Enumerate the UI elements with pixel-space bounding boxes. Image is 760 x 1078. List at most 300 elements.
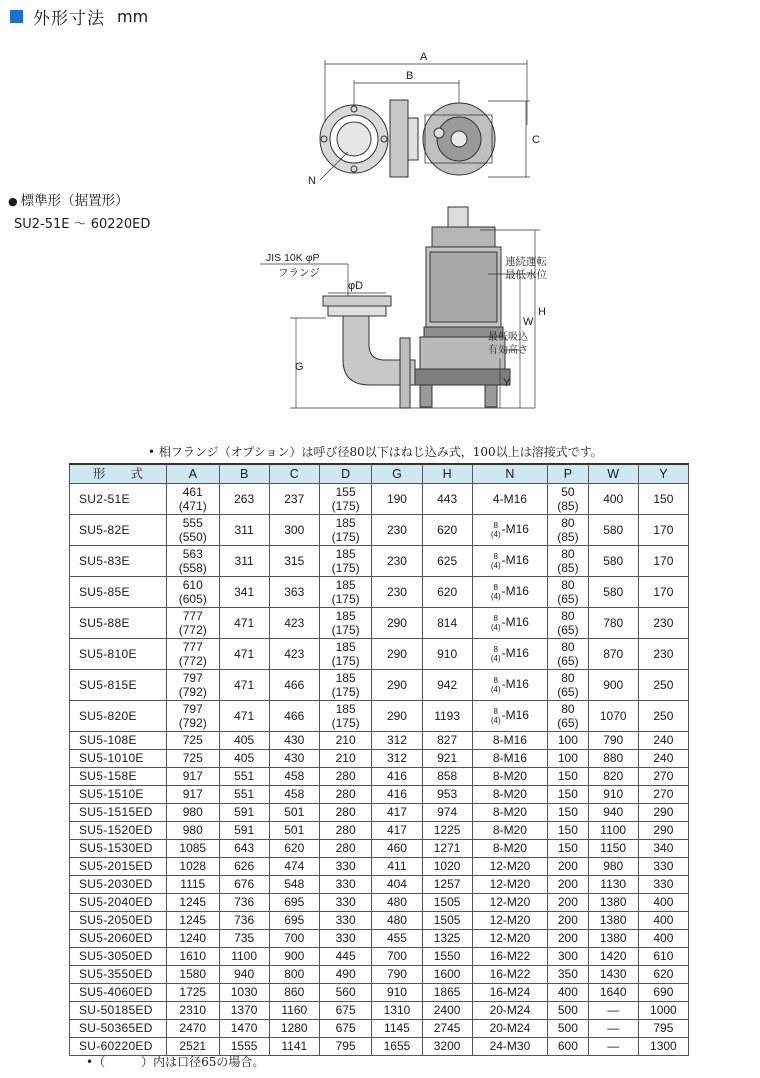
model-cell: SU5-2060ED xyxy=(70,930,167,948)
table-cell: 900 xyxy=(269,948,319,966)
table-cell: 312 xyxy=(372,732,422,750)
table-row xyxy=(70,546,689,577)
table-cell: 940 xyxy=(588,804,638,822)
table-cell: 405 xyxy=(219,750,269,768)
table-cell: 200 xyxy=(548,876,588,894)
table-cell: 466 xyxy=(269,701,319,732)
table-cell: 736 xyxy=(219,912,269,930)
table-cell: 777 (772) xyxy=(167,608,220,639)
table-cell: 2400 xyxy=(422,1002,472,1020)
table-cell: 501 xyxy=(269,804,319,822)
table-cell: 155 (175) xyxy=(319,484,372,515)
table-cell: 240 xyxy=(638,732,688,750)
table-cell: 12-M20 xyxy=(472,930,547,948)
table-row xyxy=(70,912,689,930)
table-row xyxy=(70,966,689,984)
table-cell: 1550 xyxy=(422,948,472,966)
flange-note: • 相フランジ（オプション）は呼び径80以下はねじ込み式，100以上は溶接式です。 xyxy=(148,445,603,459)
table-cell: 1100 xyxy=(219,948,269,966)
model-cell: SU2-51E xyxy=(70,484,167,515)
table-row xyxy=(70,858,689,876)
table-cell: 551 xyxy=(219,786,269,804)
table-cell: — xyxy=(588,1038,638,1056)
table-header-row xyxy=(70,464,689,484)
table-cell: 870 xyxy=(588,639,638,670)
table-cell: 430 xyxy=(269,732,319,750)
table-cell: 700 xyxy=(269,930,319,948)
table-cell: 974 xyxy=(422,804,472,822)
table-row xyxy=(70,840,689,858)
table-cell: 1470 xyxy=(219,1020,269,1038)
table-cell: 610 xyxy=(638,948,688,966)
table-cell: 8-M20 xyxy=(472,786,547,804)
flange-label-2: フランジ xyxy=(278,267,320,279)
column-header: A xyxy=(167,464,220,484)
table-cell: 1310 xyxy=(372,1002,422,1020)
column-header: G xyxy=(372,464,422,484)
table-cell: 185 (175) xyxy=(319,515,372,546)
table-cell: 8-M16 xyxy=(472,732,547,750)
table-cell: 150 xyxy=(548,822,588,840)
table-cell: 200 xyxy=(548,894,588,912)
column-header: D xyxy=(319,464,372,484)
table-cell: 263 xyxy=(219,484,269,515)
model-cell: SU5-3550ED xyxy=(70,966,167,984)
table-cell: 560 xyxy=(319,984,372,1002)
table-cell: 1655 xyxy=(372,1038,422,1056)
table-cell: 1271 xyxy=(422,840,472,858)
table-row xyxy=(70,1002,689,1020)
table-cell: 626 xyxy=(219,858,269,876)
model-range: SU2-51E ～ 60220ED xyxy=(14,217,151,232)
table-row xyxy=(70,948,689,966)
table-cell: 405 xyxy=(219,732,269,750)
table-cell: 16-M22 xyxy=(472,966,547,984)
table-cell: 3200 xyxy=(422,1038,472,1056)
table-cell: 280 xyxy=(319,804,372,822)
table-cell: 1028 xyxy=(167,858,220,876)
table-cell: 858 xyxy=(422,768,472,786)
table-row xyxy=(70,515,689,546)
dim-d-label: φD xyxy=(348,280,364,292)
table-cell: 675 xyxy=(319,1002,372,1020)
table-cell: 315 xyxy=(269,546,319,577)
table-cell: 170 xyxy=(638,577,688,608)
table-cell: 820 xyxy=(588,768,638,786)
model-cell: SU5-2050ED xyxy=(70,912,167,930)
table-cell: 917 xyxy=(167,768,220,786)
column-header: C xyxy=(269,464,319,484)
table-cell: 1280 xyxy=(269,1020,319,1038)
column-header: W xyxy=(588,464,638,484)
table-cell: 800 xyxy=(269,966,319,984)
table-cell: 917 xyxy=(167,786,220,804)
table-cell: 8-M20 xyxy=(472,804,547,822)
table-cell: 1640 xyxy=(588,984,638,1002)
table-cell: 980 xyxy=(588,858,638,876)
model-cell: SU5-3050ED xyxy=(70,948,167,966)
table-cell: 1225 xyxy=(422,822,472,840)
table-cell: 797 (792) xyxy=(167,701,220,732)
table-cell: 290 xyxy=(638,822,688,840)
table-cell: 790 xyxy=(372,966,422,984)
table-cell: 80 (65) xyxy=(548,670,588,701)
table-cell: 591 xyxy=(219,804,269,822)
subtitle xyxy=(8,192,129,211)
table-cell: 580 xyxy=(588,546,638,577)
table-cell: 2310 xyxy=(167,1002,220,1020)
model-cell: SU5-1515ED xyxy=(70,804,167,822)
table-cell: 12-M20 xyxy=(472,876,547,894)
table-cell: 1325 xyxy=(422,930,472,948)
table-cell: 100 xyxy=(548,732,588,750)
water-level-label-2: 最低水位 xyxy=(505,269,547,281)
water-level-label-1: 連続運転 xyxy=(505,256,547,268)
table-cell: 290 xyxy=(372,670,422,701)
table-cell: 330 xyxy=(638,876,688,894)
table-cell: 620 xyxy=(638,966,688,984)
table-cell: 8 (4) -M16 xyxy=(472,670,547,701)
table-cell: 80 (85) xyxy=(548,515,588,546)
table-cell: 790 xyxy=(588,732,638,750)
table-cell: 555 (550) xyxy=(167,515,220,546)
table-row xyxy=(70,732,689,750)
table-cell: 270 xyxy=(638,786,688,804)
table-cell: 500 xyxy=(548,1002,588,1020)
table-cell: 330 xyxy=(638,858,688,876)
table-cell: 250 xyxy=(638,701,688,732)
table-cell: 8 (4) -M16 xyxy=(472,546,547,577)
table-cell: 230 xyxy=(372,515,422,546)
table-cell: 1245 xyxy=(167,894,220,912)
table-cell: 1865 xyxy=(422,984,472,1002)
table-cell: 610 (605) xyxy=(167,577,220,608)
table-cell: 700 xyxy=(372,948,422,966)
table-cell: 416 xyxy=(372,768,422,786)
table-row xyxy=(70,670,689,701)
table-cell: 8-M20 xyxy=(472,840,547,858)
model-cell: SU5-1010E xyxy=(70,750,167,768)
table-cell: 1380 xyxy=(588,930,638,948)
table-cell: 230 xyxy=(372,577,422,608)
table-row xyxy=(70,701,689,732)
table-cell: 12-M20 xyxy=(472,894,547,912)
model-cell: SU5-2040ED xyxy=(70,894,167,912)
table-cell: 1115 xyxy=(167,876,220,894)
column-header: 形 式 xyxy=(70,464,167,484)
table-cell: 80 (65) xyxy=(548,639,588,670)
table-cell: 2521 xyxy=(167,1038,220,1056)
suction-label-2: 有効高さ xyxy=(488,345,528,356)
table-cell: 1600 xyxy=(422,966,472,984)
table-cell: 625 xyxy=(422,546,472,577)
table-cell: 8 (4) -M16 xyxy=(472,701,547,732)
table-cell: 150 xyxy=(548,840,588,858)
table-row xyxy=(70,894,689,912)
table-cell: 643 xyxy=(219,840,269,858)
table-cell: 620 xyxy=(422,515,472,546)
table-cell: 150 xyxy=(548,768,588,786)
table-cell: 500 xyxy=(548,1020,588,1038)
table-cell: 725 xyxy=(167,750,220,768)
table-cell: 880 xyxy=(588,750,638,768)
table-cell: 340 xyxy=(638,840,688,858)
table-cell: 8 (4) -M16 xyxy=(472,608,547,639)
table-cell: 417 xyxy=(372,822,422,840)
table-row xyxy=(70,750,689,768)
column-header: H xyxy=(422,464,472,484)
table-cell: 280 xyxy=(319,840,372,858)
table-cell: 1430 xyxy=(588,966,638,984)
table-cell: 150 xyxy=(548,804,588,822)
section-unit: mm xyxy=(117,6,149,26)
table-cell: 1257 xyxy=(422,876,472,894)
table-cell: 501 xyxy=(269,822,319,840)
table-cell: 404 xyxy=(372,876,422,894)
table-cell: 230 xyxy=(372,546,422,577)
suction-label-1: 最低吸込 xyxy=(488,332,528,343)
column-header: N xyxy=(472,464,547,484)
table-cell: 1505 xyxy=(422,894,472,912)
table-cell: 1193 xyxy=(422,701,472,732)
table-cell: 471 xyxy=(219,639,269,670)
table-cell: 4-M16 xyxy=(472,484,547,515)
model-cell: SU5-1510E xyxy=(70,786,167,804)
dim-g-label: G xyxy=(295,361,304,373)
table-cell: 910 xyxy=(588,786,638,804)
table-cell: 620 xyxy=(269,840,319,858)
table-cell: 400 xyxy=(638,912,688,930)
table-cell: 280 xyxy=(319,768,372,786)
table-cell: 1300 xyxy=(638,1038,688,1056)
table-cell: 797 (792) xyxy=(167,670,220,701)
table-cell: 1245 xyxy=(167,912,220,930)
table-cell: 8 (4) -M16 xyxy=(472,639,547,670)
table-cell: 1160 xyxy=(269,1002,319,1020)
table-cell: 290 xyxy=(372,701,422,732)
table-cell: 16-M24 xyxy=(472,984,547,1002)
header-square-icon xyxy=(10,10,23,23)
model-cell: SU-60220ED xyxy=(70,1038,167,1056)
table-cell: 150 xyxy=(638,484,688,515)
table-cell: 580 xyxy=(588,577,638,608)
table-cell: 445 xyxy=(319,948,372,966)
table-cell: 940 xyxy=(219,966,269,984)
table-cell: 735 xyxy=(219,930,269,948)
model-cell: SU5-815E xyxy=(70,670,167,701)
table-cell: 330 xyxy=(319,894,372,912)
table-cell: 400 xyxy=(638,930,688,948)
table-cell: 8-M20 xyxy=(472,768,547,786)
table-cell: 2745 xyxy=(422,1020,472,1038)
model-cell: SU5-88E xyxy=(70,608,167,639)
table-cell: 910 xyxy=(372,984,422,1002)
model-cell: SU-50185ED xyxy=(70,1002,167,1020)
table-cell: 480 xyxy=(372,912,422,930)
table-cell: 1420 xyxy=(588,948,638,966)
table-cell: 280 xyxy=(319,786,372,804)
table-cell: 471 xyxy=(219,701,269,732)
table-row xyxy=(70,1020,689,1038)
table-cell: 312 xyxy=(372,750,422,768)
table-cell: 8-M20 xyxy=(472,822,547,840)
table-cell: 170 xyxy=(638,515,688,546)
model-cell: SU5-810E xyxy=(70,639,167,670)
table-cell: 300 xyxy=(548,948,588,966)
model-cell: SU5-83E xyxy=(70,546,167,577)
table-row xyxy=(70,639,689,670)
table-cell: 1000 xyxy=(638,1002,688,1020)
table-cell: 250 xyxy=(638,670,688,701)
bullet-icon: ● xyxy=(8,195,18,208)
table-cell: 423 xyxy=(269,608,319,639)
table-cell: 777 (772) xyxy=(167,639,220,670)
model-cell: SU5-85E xyxy=(70,577,167,608)
table-cell: 311 xyxy=(219,515,269,546)
table-cell: 290 xyxy=(372,608,422,639)
table-cell: 461 (471) xyxy=(167,484,220,515)
table-cell: 548 xyxy=(269,876,319,894)
table-cell: 690 xyxy=(638,984,688,1002)
section-header xyxy=(10,5,148,27)
model-cell: SU5-158E xyxy=(70,768,167,786)
section-title: 外形寸法 xyxy=(33,8,105,29)
model-cell: SU5-2015ED xyxy=(70,858,167,876)
table-cell: 185 (175) xyxy=(319,577,372,608)
table-cell: 455 xyxy=(372,930,422,948)
table-cell: 185 (175) xyxy=(319,546,372,577)
table-cell: 270 xyxy=(638,768,688,786)
table-row xyxy=(70,768,689,786)
table-cell: 725 xyxy=(167,732,220,750)
table-cell: 600 xyxy=(548,1038,588,1056)
table-cell: 795 xyxy=(319,1038,372,1056)
table-cell: 474 xyxy=(269,858,319,876)
table-row xyxy=(70,577,689,608)
table-cell: 185 (175) xyxy=(319,639,372,670)
table-cell: 200 xyxy=(548,858,588,876)
table-cell: 12-M20 xyxy=(472,858,547,876)
dim-c-label: C xyxy=(532,134,540,146)
table-cell: 1505 xyxy=(422,912,472,930)
model-cell: SU5-1530ED xyxy=(70,840,167,858)
table-cell: 341 xyxy=(219,577,269,608)
dimension-table xyxy=(69,463,689,1056)
table-cell: 80 (65) xyxy=(548,577,588,608)
table-row xyxy=(70,930,689,948)
table-cell: 12-M20 xyxy=(472,912,547,930)
table-cell: 2470 xyxy=(167,1020,220,1038)
table-cell: 551 xyxy=(219,768,269,786)
table-cell: 1380 xyxy=(588,894,638,912)
table-cell: 736 xyxy=(219,894,269,912)
table-cell: 471 xyxy=(219,608,269,639)
table-cell: 953 xyxy=(422,786,472,804)
table-cell: 591 xyxy=(219,822,269,840)
table-cell: 676 xyxy=(219,876,269,894)
model-cell: SU5-82E xyxy=(70,515,167,546)
dim-b-label: B xyxy=(406,70,414,82)
table-cell: 280 xyxy=(319,822,372,840)
pump-dimension-drawing xyxy=(230,40,560,420)
table-cell: 1610 xyxy=(167,948,220,966)
table-cell: 80 (65) xyxy=(548,701,588,732)
table-cell: 1085 xyxy=(167,840,220,858)
table-cell: 471 xyxy=(219,670,269,701)
table-cell: 695 xyxy=(269,912,319,930)
table-cell: 210 xyxy=(319,750,372,768)
table-cell: 210 xyxy=(319,732,372,750)
table-cell: 363 xyxy=(269,577,319,608)
table-cell: 490 xyxy=(319,966,372,984)
table-cell: 458 xyxy=(269,768,319,786)
table-cell: 1020 xyxy=(422,858,472,876)
table-row xyxy=(70,608,689,639)
table-cell: 416 xyxy=(372,786,422,804)
table-cell: 620 xyxy=(422,577,472,608)
table-cell: 190 xyxy=(372,484,422,515)
footnote: •（ ）内は口径65の場合。 xyxy=(86,1055,265,1069)
table-cell: 311 xyxy=(219,546,269,577)
table-cell: 411 xyxy=(372,858,422,876)
table-cell: 24-M30 xyxy=(472,1038,547,1056)
table-cell: 980 xyxy=(167,822,220,840)
table-cell: 480 xyxy=(372,894,422,912)
table-cell: 443 xyxy=(422,484,472,515)
table-cell: 1030 xyxy=(219,984,269,1002)
table-cell: 20-M24 xyxy=(472,1020,547,1038)
model-cell: SU5-108E xyxy=(70,732,167,750)
table-cell: 150 xyxy=(548,786,588,804)
table-cell: 330 xyxy=(319,876,372,894)
model-cell: SU5-1520ED xyxy=(70,822,167,840)
table-row xyxy=(70,876,689,894)
subtitle-label: 標準形（据置形） xyxy=(20,193,129,209)
table-cell: 185 (175) xyxy=(319,608,372,639)
flange-label-1: JIS 10K φP xyxy=(266,252,320,264)
table-cell: 80 (65) xyxy=(548,608,588,639)
table-cell: 814 xyxy=(422,608,472,639)
table-cell: 417 xyxy=(372,804,422,822)
table-cell: 910 xyxy=(422,639,472,670)
table-cell: 942 xyxy=(422,670,472,701)
table-cell: 8 (4) -M16 xyxy=(472,577,547,608)
table-cell: 240 xyxy=(638,750,688,768)
dim-h-label: H xyxy=(538,306,546,318)
table-cell: 330 xyxy=(319,912,372,930)
table-cell: 458 xyxy=(269,786,319,804)
table-cell: — xyxy=(588,1020,638,1038)
model-cell: SU5-2030ED xyxy=(70,876,167,894)
table-cell: 795 xyxy=(638,1020,688,1038)
table-cell: 1380 xyxy=(588,912,638,930)
table-cell: 563 (558) xyxy=(167,546,220,577)
table-cell: 430 xyxy=(269,750,319,768)
model-cell: SU-50365ED xyxy=(70,1020,167,1038)
table-cell: 1100 xyxy=(588,822,638,840)
table-cell: 423 xyxy=(269,639,319,670)
table-cell: 237 xyxy=(269,484,319,515)
table-cell: 185 (175) xyxy=(319,670,372,701)
table-cell: — xyxy=(588,1002,638,1020)
table-cell: 230 xyxy=(638,639,688,670)
table-row xyxy=(70,822,689,840)
table-cell: 1070 xyxy=(588,701,638,732)
table-cell: 200 xyxy=(548,930,588,948)
model-cell: SU5-4060ED xyxy=(70,984,167,1002)
table-cell: 1240 xyxy=(167,930,220,948)
table-cell: 460 xyxy=(372,840,422,858)
